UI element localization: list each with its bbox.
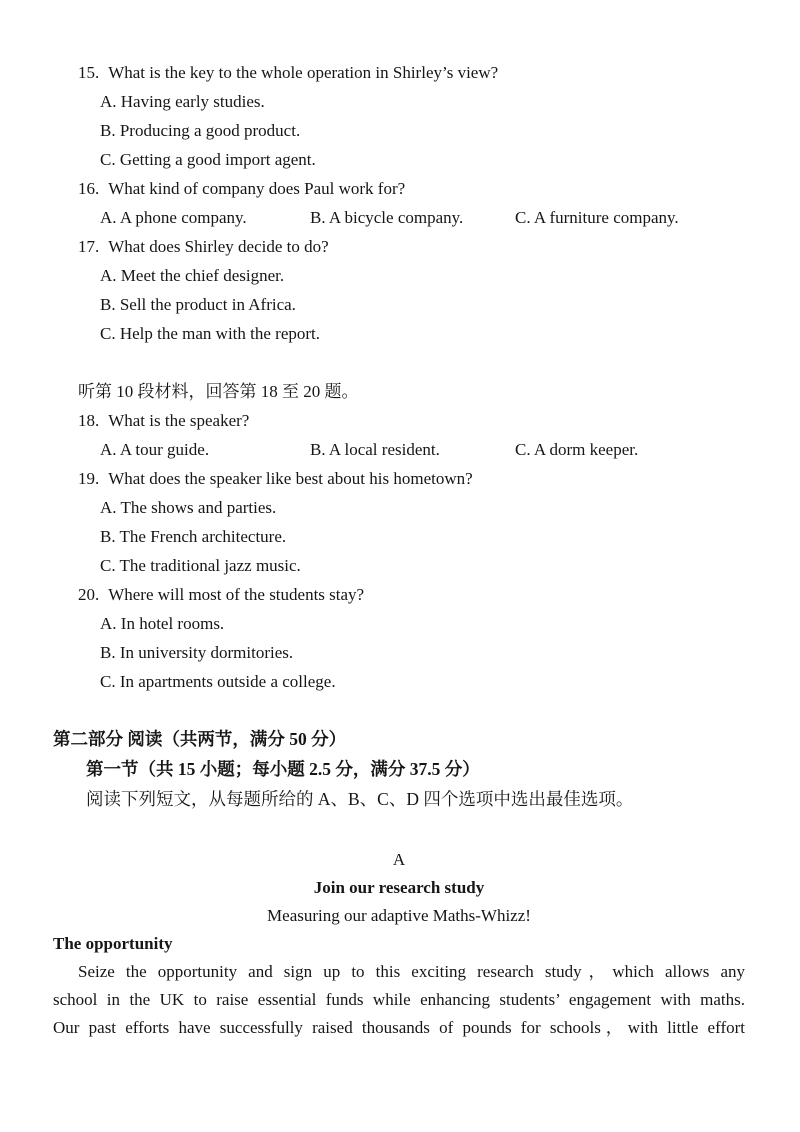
question-19-option-c: C. The traditional jazz music. bbox=[100, 556, 301, 575]
question-18-text: What is the speaker? bbox=[108, 411, 250, 430]
question-17-number: 17. bbox=[78, 237, 100, 256]
question-19 bbox=[53, 464, 745, 493]
passage-a-paragraph-line-2: school in the UK to raise essential funds while enhancing students’ engagement with maths. bbox=[53, 990, 745, 1009]
part-two-heading: 第二部分 阅读（共两节，满分 50 分） bbox=[53, 729, 347, 749]
question-18-option-b: B. A local resident. bbox=[310, 440, 440, 459]
question-15-text: What is the key to the whole operation in Shirley’s view? bbox=[108, 63, 499, 82]
reading-section-headings bbox=[53, 724, 745, 814]
question-17-text: What does Shirley decide to do? bbox=[108, 237, 329, 256]
passage-a-paragraph-line-3: Our past efforts have successfully raised thousands of pounds for schools，with little effort bbox=[53, 1018, 745, 1037]
question-20 bbox=[53, 580, 745, 609]
question-16-number: 16. bbox=[78, 179, 100, 198]
question-19-option-b: B. The French architecture. bbox=[100, 527, 287, 546]
section-one-heading: 第一节（共 15 小题；每小题 2.5 分，满分 37.5 分） bbox=[86, 759, 480, 779]
question-16-option-b: B. A bicycle company. bbox=[310, 208, 464, 227]
question-18-option-c: C. A dorm keeper. bbox=[515, 440, 639, 459]
question-18-options bbox=[53, 435, 745, 464]
question-19-option-a: A. The shows and parties. bbox=[100, 498, 277, 517]
reading-instruction: 阅读下列短文，从每题所给的 A、B、C、D 四个选项中选出最佳选项。 bbox=[86, 789, 634, 809]
listening-material-note: 听第 10 段材料，回答第 18 至 20 题。 bbox=[78, 382, 359, 401]
question-18-number: 18. bbox=[78, 411, 100, 430]
question-15-option-b: B. Producing a good product. bbox=[100, 121, 301, 140]
question-20-text: Where will most of the students stay? bbox=[108, 585, 365, 604]
question-15 bbox=[53, 58, 745, 87]
question-20-option-b: B. In university dormitories. bbox=[100, 643, 294, 662]
passage-a-section-heading: The opportunity bbox=[53, 934, 173, 953]
question-18-option-a: A. A tour guide. bbox=[100, 440, 210, 459]
passage-a-subtitle: Measuring our adaptive Maths-Whizz! bbox=[267, 906, 531, 925]
question-15-number: 15. bbox=[78, 63, 100, 82]
question-19-text: What does the speaker like best about his hometown? bbox=[108, 469, 473, 488]
question-20-option-a: A. In hotel rooms. bbox=[100, 614, 225, 633]
passage-a bbox=[53, 846, 745, 1042]
question-15-option-c: C. Getting a good import agent. bbox=[100, 150, 316, 169]
question-19-number: 19. bbox=[78, 469, 100, 488]
question-16-option-c: C. A furniture company. bbox=[515, 208, 679, 227]
question-16-option-a: A. A phone company. bbox=[100, 208, 247, 227]
question-17-option-c: C. Help the man with the report. bbox=[100, 324, 321, 343]
passage-a-paragraph-line-1: Seize the opportunity and sign up to this exciting research study，which allows any bbox=[78, 962, 745, 981]
question-17-option-b: B. Sell the product in Africa. bbox=[100, 295, 296, 314]
question-16-options bbox=[53, 203, 745, 232]
question-17 bbox=[53, 232, 745, 261]
passage-a-title: Join our research study bbox=[313, 878, 485, 897]
question-16-text: What kind of company does Paul work for? bbox=[108, 179, 406, 198]
passage-a-label: A bbox=[392, 850, 406, 869]
question-20-option-c: C. In apartments outside a college. bbox=[100, 672, 336, 691]
question-18 bbox=[53, 406, 745, 435]
question-16 bbox=[53, 174, 745, 203]
question-20-number: 20. bbox=[78, 585, 100, 604]
question-15-option-a: A. Having early studies. bbox=[100, 92, 265, 111]
question-17-option-a: A. Meet the chief designer. bbox=[100, 266, 285, 285]
